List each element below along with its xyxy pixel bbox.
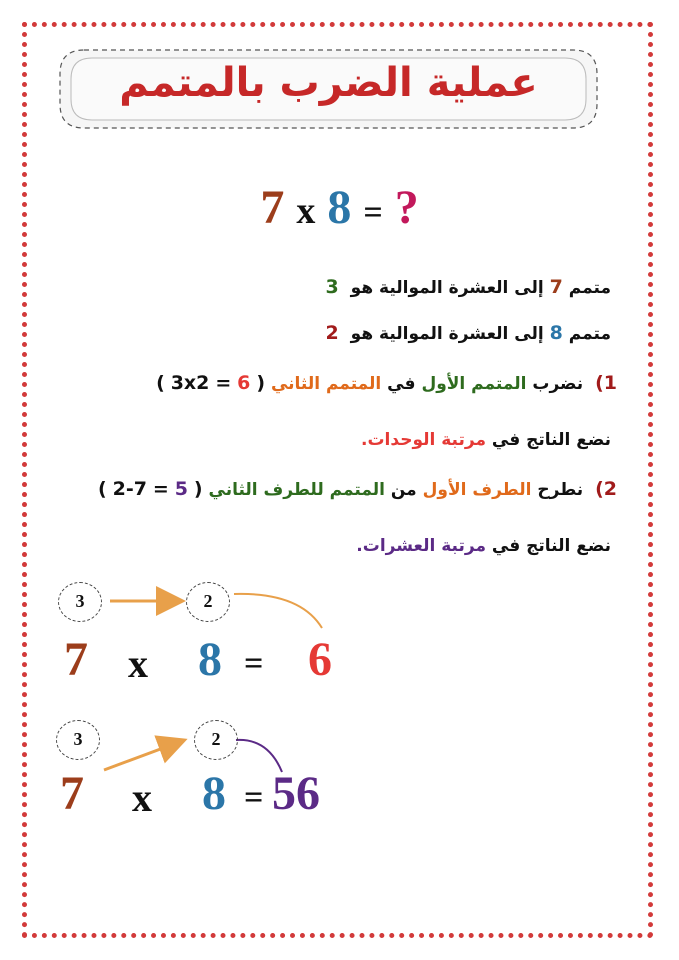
example-equals: = (244, 645, 264, 682)
step-equals: = (152, 478, 169, 500)
step-expression: 7-2 (112, 478, 147, 500)
example-times: x (132, 775, 152, 820)
step-result: 6 (237, 372, 251, 394)
line-value: 3 (325, 276, 339, 298)
step-equals: = (215, 372, 232, 394)
eq-times: x (296, 190, 316, 232)
step-verb: نطرح (537, 480, 584, 500)
place-units: مرتبة الوحدات. (361, 430, 486, 450)
line-text: إلى العشرة الموالية هو (350, 324, 544, 344)
eq-question-mark: ? (394, 181, 419, 234)
step-verb: نضرب (532, 374, 584, 394)
example-equals: = (244, 779, 264, 816)
curve-to-result (234, 594, 322, 628)
eq-factor-a: 7 (260, 181, 285, 234)
step-connector: في (387, 374, 416, 394)
line-prefix: متمم (568, 278, 611, 298)
eq-equals: = (363, 194, 383, 231)
place-text: نضع الناتج في (491, 536, 611, 556)
step-second-complement: المتمم الثاني (270, 374, 382, 394)
step-expression: 3x2 (170, 372, 210, 394)
example-factor-a: 7 (60, 767, 84, 820)
line-number: 7 (549, 276, 563, 298)
step-first-term: الطرف الأول (422, 480, 532, 500)
complement-circle: 3 (58, 582, 102, 622)
paren-close: ) (98, 478, 107, 500)
complement-circle: 3 (56, 720, 100, 760)
line-prefix: متمم (568, 324, 611, 344)
step-number: 2) (595, 478, 617, 500)
step-connector: من (390, 480, 417, 500)
complement-circle: 2 (194, 720, 238, 760)
line-text: إلى العشرة الموالية هو (350, 278, 544, 298)
paren-open: ( (256, 372, 266, 394)
step-second-complement: المتمم للطرف الثاني (208, 480, 385, 500)
step-first-complement: المتمم الأول (421, 374, 527, 394)
page-title: عملية الضرب بالمتمم (119, 60, 538, 106)
example-times: x (128, 641, 148, 686)
place-tens: مرتبة العشرات. (356, 536, 486, 556)
line-value: 2 (325, 322, 339, 344)
example-result-full: 56 (272, 767, 320, 820)
step-result: 5 (174, 478, 188, 500)
step-number: 1) (595, 372, 617, 394)
complement-circle: 2 (186, 582, 230, 622)
example-factor-b: 8 (202, 767, 226, 820)
line-number: 8 (549, 322, 563, 344)
paren-close: ) (156, 372, 165, 394)
example-result-units: 6 (308, 633, 332, 686)
eq-factor-b: 8 (327, 181, 352, 234)
arrow-diagonal-icon (104, 741, 182, 770)
example-factor-b: 8 (198, 633, 222, 686)
paren-open: ( (193, 478, 203, 500)
place-text: نضع الناتج في (491, 430, 611, 450)
example-factor-a: 7 (64, 633, 88, 686)
